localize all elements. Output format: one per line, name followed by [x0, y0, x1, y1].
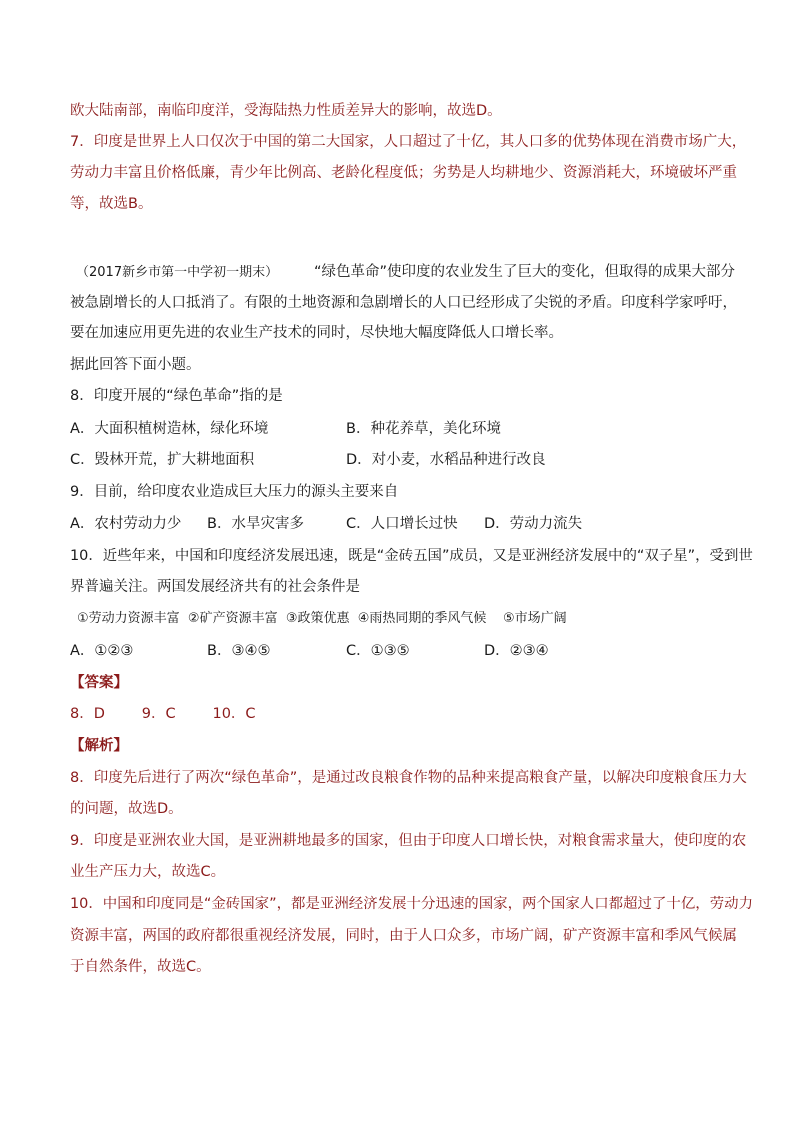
q10-stem-line-1: 10．近些年来，中国和印度经济发展迅速，既是“金砖五国”成员，又是亚洲经济发展中的“双子星”，受到世: [70, 548, 753, 564]
q10-stem-line-2: 界普遍关注。两国发展经济共有的社会条件是: [70, 579, 360, 595]
q8-option-b: B．种花养草，美化环境: [346, 421, 501, 437]
q10-analysis-line-2: 资源丰富，两国的政府都很重视经济发展，同时，由于人口众多，市场广阔，矿产资源丰富和季风气候属: [70, 928, 737, 944]
material-instruction: 据此回答下面小题。: [70, 357, 201, 373]
q9-analysis-line-2: 业生产压力大，故选C。: [70, 864, 226, 880]
q10-option-b: B．③④⑤: [207, 643, 271, 659]
q9-stem: 9．目前，给印度农业造成巨大压力的源头主要来自: [70, 484, 399, 500]
answer-text: 8．D 9．C 10．C: [70, 706, 256, 722]
q8-analysis-line-1: 8．印度先后进行了两次“绿色革命”，是通过改良粮食作物的品种来提高粮食产量，以解决印度粮食压力大: [70, 770, 747, 786]
q8-analysis-line-2: 的问题，故选D。: [70, 801, 183, 817]
q10-option-d: D．②③④: [484, 643, 549, 659]
q9-option-d: D．劳动力流失: [484, 516, 583, 532]
analysis-label: 【解析】: [70, 738, 128, 754]
q7-analysis-line-3: 等，故选B。: [70, 196, 153, 212]
q8-option-a: A．大面积植树造林，绿化环境: [70, 421, 269, 437]
q7-analysis-line-1: 7．印度是世界上人口仅次于中国的第二大国家，人口超过了十亿，其人口多的优势体现在消费市场广大，: [70, 134, 747, 150]
q10-option-c: C．①③⑤: [346, 643, 410, 659]
q8-option-d: D．对小麦，水稻品种进行改良: [346, 452, 546, 468]
q10-analysis-line-3: 于自然条件，故选C。: [70, 959, 211, 975]
material-line-1: “绿色革命”使印度的农业发生了巨大的变化，但取得的成果大部分: [314, 264, 736, 280]
q10-option-a: A．①②③: [70, 643, 134, 659]
q9-option-c: C．人口增长过快: [346, 516, 458, 532]
material-line-3: 要在加速应用更先进的农业生产技术的同时，尽快地大幅度降低人口增长率。: [70, 325, 563, 341]
material-source: （2017新乡市第一中学初一期末）: [76, 265, 279, 280]
q9-option-a: A．农村劳动力少: [70, 516, 182, 532]
material-line-2: 被急剧增长的人口抵消了。有限的土地资源和急剧增长的人口已经形成了尖锐的矛盾。印度科学家呼吁，: [70, 295, 737, 311]
q9-analysis-line-1: 9．印度是亚洲农业大国，是亚洲耕地最多的国家，但由于印度人口增长快，对粮食需求量大，使印度的农: [70, 833, 747, 849]
q10-analysis-line-1: 10．中国和印度同是“金砖国家”，都是亚洲经济发展十分迅速的国家，两个国家人口都超过了十亿，劳动力: [70, 896, 754, 912]
analysis-tail-line: 欧大陆南部，南临印度洋，受海陆热力性质差异大的影响，故选D。: [70, 103, 502, 119]
q7-analysis-line-2: 劳动力丰富且价格低廉，青少年比例高、老龄化程度低；劣势是人均耕地少、资源消耗大，环境破坏严重: [70, 165, 737, 181]
answer-label: 【答案】: [70, 675, 128, 691]
q9-option-b: B．水旱灾害多: [207, 516, 304, 532]
q8-option-c: C．毁林开荒，扩大耕地面积: [70, 452, 255, 468]
q10-items: ①劳动力资源丰富 ②矿产资源丰富 ③政策优惠 ④雨热同期的季风气候 ⑤市场广阔: [77, 611, 567, 626]
q8-stem: 8．印度开展的“绿色革命”指的是: [70, 388, 283, 404]
